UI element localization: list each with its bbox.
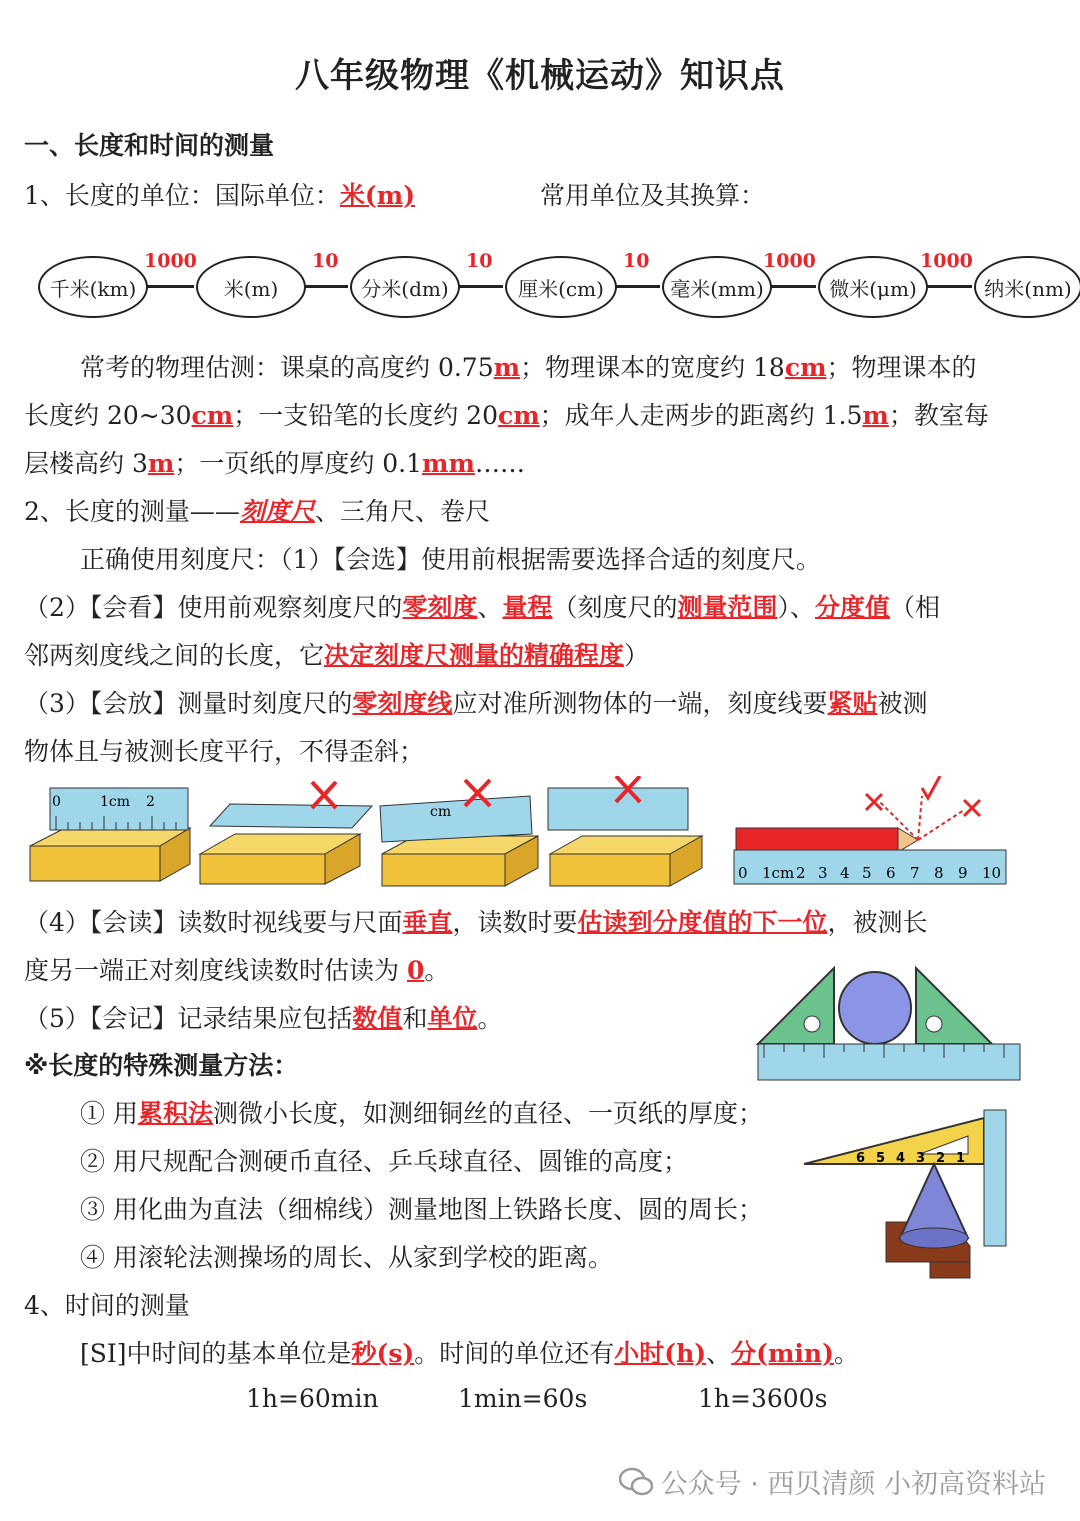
answer: m xyxy=(862,401,889,430)
tick-label: 9 xyxy=(958,864,968,882)
tick-label: 4 xyxy=(840,864,850,882)
conversion-factor: 10 xyxy=(466,250,493,272)
time-measure-heading: 4、时间的测量 xyxy=(24,1291,190,1320)
special-method-3: ③ 用化曲为直法（细棉线）测量地图上铁路长度、圆的周长； xyxy=(80,1195,763,1224)
text: （刻度尺的 xyxy=(552,593,678,622)
wechat-icon xyxy=(619,1467,653,1497)
estimate-line-1 xyxy=(80,348,977,384)
text: 。 xyxy=(833,1339,859,1368)
text: （2）【会看】使用前观察刻度尺的 xyxy=(24,593,403,622)
text: 。 xyxy=(424,956,450,985)
unit-oval: 毫米(mm) xyxy=(662,256,772,318)
rule-3 xyxy=(24,684,927,720)
tick-label: 5 xyxy=(876,1151,886,1166)
text: （3）【会放】测量时刻度尺的 xyxy=(24,689,353,718)
answer: 分度值 xyxy=(815,593,891,622)
special-method-4: ④ 用滚轮法测操场的周长、从家到学校的距离。 xyxy=(80,1243,613,1272)
tick-label: cm xyxy=(430,804,452,820)
ball-diameter-illustration xyxy=(752,962,1024,1086)
text: 层楼高约 3 xyxy=(24,449,148,478)
text: 应对准所测物体的一端，刻度线要 xyxy=(452,689,828,718)
rule-4-cont xyxy=(24,951,449,987)
special-methods-title: ※长度的特殊测量方法： xyxy=(24,1051,299,1080)
formula: 1h=3600s xyxy=(698,1384,828,1413)
tick-label: 1 xyxy=(956,1151,966,1166)
tick-label: 7 xyxy=(910,864,920,882)
special-method-2: ② 用尺规配合测硬币直径、乒乓球直径、圆锥的高度； xyxy=(80,1147,688,1176)
text: 、三角尺、卷尺 xyxy=(314,497,490,526)
answer: mm xyxy=(422,449,475,478)
watermark xyxy=(619,1462,1046,1501)
text: （5）【会记】记录结果应包括 xyxy=(24,1004,353,1033)
section-heading: 一、长度和时间的测量 xyxy=(24,131,275,160)
connector xyxy=(304,285,348,288)
estimate-line-3 xyxy=(24,444,525,480)
tick-label: 5 xyxy=(862,864,872,882)
text: 测微小长度，如测细铜丝的直径、一页纸的厚度； xyxy=(212,1099,763,1128)
answer: cm xyxy=(497,401,540,430)
answer: cm xyxy=(191,401,234,430)
estimate-line-2 xyxy=(24,396,989,432)
rule-1: 正确使用刻度尺：（1）【会选】使用前根据需要选择合适的刻度尺。 xyxy=(80,545,821,574)
common-units-label: 常用单位及其换算： xyxy=(540,181,766,210)
text: ① 用 xyxy=(80,1099,138,1128)
text: 常考的物理估测：课桌的高度约 0.75 xyxy=(80,353,494,382)
answer: 0 xyxy=(406,956,425,985)
unit-oval: 厘米(cm) xyxy=(505,256,617,318)
answer: 决定刻度尺测量的精确程度 xyxy=(324,641,625,670)
rule-5 xyxy=(24,999,502,1035)
text: 和 xyxy=(402,1004,428,1033)
ruler-tilted-figure xyxy=(200,782,372,884)
answer: 紧贴 xyxy=(827,689,878,718)
answer: cm xyxy=(784,353,827,382)
tick-label: 6 xyxy=(886,864,896,882)
cone-height-illustration xyxy=(800,1106,1020,1282)
conversion-factor: 1000 xyxy=(920,250,973,272)
tick-label: 0 xyxy=(738,864,748,882)
tick-label: 2 xyxy=(796,864,806,882)
answer: 测量范围 xyxy=(677,593,778,622)
answer: 零刻度 xyxy=(402,593,478,622)
special-method-1 xyxy=(80,1094,763,1130)
connector xyxy=(146,285,194,288)
answer: 累积法 xyxy=(137,1099,213,1128)
connector xyxy=(770,285,816,288)
unit-oval: 分米(dm) xyxy=(350,256,460,318)
text: 2、长度的测量—— xyxy=(24,497,240,526)
text: ；一支铅笔的长度约 20 xyxy=(233,401,498,430)
text: （4）【会读】读数时视线要与尺面 xyxy=(24,908,403,937)
time-units-line xyxy=(80,1334,859,1370)
text: ；教室每 xyxy=(888,401,989,430)
text: ，读数时要 xyxy=(452,908,578,937)
answer: 刻度尺 xyxy=(239,497,315,526)
conversion-factor: 10 xyxy=(623,250,650,272)
answer: 量程 xyxy=(502,593,553,622)
unit-oval: 米(m) xyxy=(196,256,306,318)
answer: 零刻度线 xyxy=(352,689,453,718)
answer: m xyxy=(493,353,521,382)
tick-label: 8 xyxy=(934,864,944,882)
unit-oval: 千米(km) xyxy=(38,256,148,318)
answer: 秒(s) xyxy=(351,1339,415,1368)
tick-label: 10 xyxy=(982,864,1002,882)
tick-label: 3 xyxy=(818,864,828,882)
tick-label: 3 xyxy=(916,1151,926,1166)
text: 。 xyxy=(477,1004,503,1033)
answer: 垂直 xyxy=(402,908,453,937)
conversion-factor: 10 xyxy=(312,250,339,272)
text: …… xyxy=(474,449,525,478)
text: ；一页纸的厚度约 0.1 xyxy=(174,449,423,478)
answer: 单位 xyxy=(427,1004,478,1033)
watermark-text: 公众号 · 西贝清颜 小初高资料站 xyxy=(660,1469,1046,1500)
text: 1、长度的单位：国际单位： xyxy=(24,181,340,210)
tick-label: 4 xyxy=(896,1151,906,1166)
answer: 估读到分度值的下一位 xyxy=(577,908,828,937)
page-title: 八年级物理《机械运动》知识点 xyxy=(295,56,785,96)
text: 。时间的单位还有 xyxy=(414,1339,615,1368)
text: ，被测长 xyxy=(827,908,928,937)
tick-label: 0 xyxy=(52,794,61,810)
text: ）、 xyxy=(777,593,816,622)
text: ；成年人走两步的距离约 1.5 xyxy=(539,401,863,430)
answer: 分(min) xyxy=(731,1339,834,1368)
connector xyxy=(926,285,972,288)
tick-label: 1cm xyxy=(762,864,795,882)
tick-label: 6 xyxy=(856,1151,866,1166)
text: 、 xyxy=(477,593,503,622)
rule-4 xyxy=(24,903,927,939)
answer: 数值 xyxy=(352,1004,403,1033)
unit-oval: 纳米(nm) xyxy=(974,256,1080,318)
ruler-correct-figure xyxy=(30,788,190,881)
measurement-tools-line xyxy=(24,492,490,528)
text: [SI]中时间的基本单位是 xyxy=(80,1339,352,1368)
answer: 米(m) xyxy=(339,181,416,210)
length-unit-line xyxy=(24,176,415,212)
text: （相 xyxy=(890,593,941,622)
text: ；物理课本的宽度约 18 xyxy=(520,353,785,382)
ruler-misaligned-figure xyxy=(548,776,702,886)
rule-2 xyxy=(24,588,940,624)
tick-label: 1cm xyxy=(100,794,131,810)
conversion-factor: 1000 xyxy=(144,250,197,272)
text: 、 xyxy=(706,1339,732,1368)
tick-label: 2 xyxy=(146,794,155,810)
tick-label: 2 xyxy=(936,1151,946,1166)
text: 被测 xyxy=(877,689,928,718)
text: 邻两刻度线之间的长度，它 xyxy=(24,641,325,670)
unit-oval: 微米(μm) xyxy=(818,256,928,318)
formula: 1h=60min xyxy=(246,1384,379,1413)
ruler-placement-illustration xyxy=(20,776,1080,892)
rule-3-cont: 物体且与被测长度平行，不得歪斜； xyxy=(24,737,425,766)
text: ；物理课本的 xyxy=(826,353,977,382)
ruler-slanted-figure xyxy=(380,780,538,886)
connector xyxy=(458,285,503,288)
text: 长度约 20~30 xyxy=(24,401,192,430)
formula: 1min=60s xyxy=(458,1384,588,1413)
text: ） xyxy=(624,641,650,670)
answer: 小时(h) xyxy=(614,1339,707,1368)
conversion-factor: 1000 xyxy=(763,250,816,272)
reading-angle-figure xyxy=(734,776,1006,884)
rule-2-cont xyxy=(24,636,649,672)
answer: m xyxy=(147,449,175,478)
text: 度另一端正对刻度线读数时估读为 xyxy=(24,956,407,985)
connector xyxy=(615,285,660,288)
